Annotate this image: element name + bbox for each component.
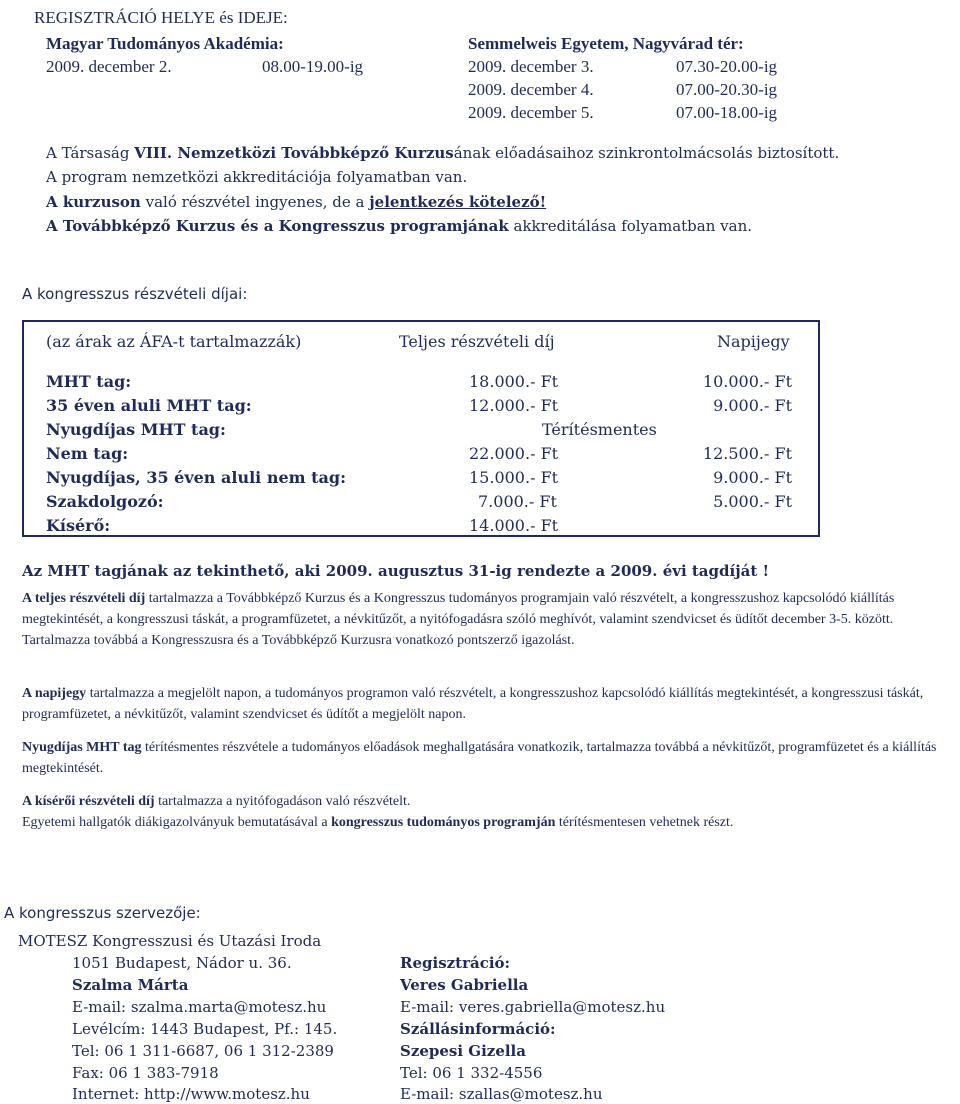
fee-day: 12.500.- Ft — [702, 444, 792, 463]
vat-note: (az árak az ÁFA-t tartalmazzák) — [46, 332, 302, 351]
fee-day: 9.000.- Ft — [713, 396, 792, 415]
fee-free: Térítésmentes — [542, 420, 657, 439]
fee-full: 7.000.- Ft — [478, 492, 557, 511]
phone: Tel: 06 1 311-6687, 06 1 312-2389 — [72, 1042, 334, 1060]
mta-time: 08.00-19.00-ig — [262, 57, 364, 76]
fee-label: Nem tag: — [46, 444, 129, 463]
se-date: 2009. december 4. — [468, 80, 594, 99]
fee-full: 14.000.- Ft — [469, 516, 559, 535]
students-paragraph: Egyetemi hallgatók diákigazolványuk bemutatásával a kongresszus tudományos programján térítésmentesen vehetnek részt. — [22, 815, 734, 830]
full-fee-paragraph: A teljes részvételi díj tartalmazza a Továbbképző Kurzus és a Kongresszus tudományos programjain való részvételt, a kongresszushoz kapcsolódó kiállítás megtekintését, a kongresszusi táskát, a programfüzetet, a névkitűzőt, a nyitófogadásra szóló meghívót, valamint szendvicset és üdítőt december 3-5. között. Tartalmazza továbbá a Kongresszusra és a Továbbképző Kurzusra vonatkozó pontszerző igazolást. — [22, 591, 895, 648]
registration-title: REGISZTRÁCIÓ HELYE és IDEJE: — [34, 8, 288, 27]
fee-label: Nyugdíjas, 35 éven aluli nem tag: — [46, 468, 346, 487]
accommodation-email: E-mail: szallas@motesz.hu — [400, 1085, 603, 1103]
fee-label: MHT tag: — [46, 372, 132, 391]
full-fee-header: Teljes részvételi díj — [399, 332, 555, 351]
fee-label: 35 éven aluli MHT tag: — [46, 396, 252, 415]
companion-paragraph: A kísérői részvételi díj tartalmazza a nyitófogadáson való részvételt. — [22, 794, 411, 809]
mta-heading: Magyar Tudományos Akadémia: — [46, 34, 284, 53]
se-time: 07.30-20.00-ig — [676, 57, 778, 76]
mta-date: 2009. december 2. — [46, 57, 172, 76]
fees-heading: A kongresszus részvételi díjai: — [22, 285, 248, 303]
fee-day: 10.000.- Ft — [702, 372, 792, 391]
fee-full: 18.000.- Ft — [469, 372, 559, 391]
contact-email: E-mail: szalma.marta@motesz.hu — [72, 998, 327, 1016]
registration-label: Regisztráció: — [400, 954, 511, 972]
organizer-heading: A kongresszus szervezője: — [4, 904, 201, 922]
fee-label: Szakdolgozó: — [46, 492, 164, 511]
fee-full: 22.000.- Ft — [469, 444, 559, 463]
website: Internet: http://www.motesz.hu — [72, 1085, 310, 1103]
registration-contact: Veres Gabriella — [400, 976, 529, 994]
organizer-address: 1051 Budapest, Nádor u. 36. — [72, 954, 292, 972]
fee-full: 12.000.- Ft — [469, 396, 559, 415]
fee-day: 9.000.- Ft — [713, 468, 792, 487]
day-ticket-paragraph: A napijegy tartalmazza a megjelölt napon, a tudományos programon való részvételt, a kongresszushoz kapcsolódó kiállítás megtekintését, a kongresszusi táskát, programfüzetet, a névkitűzőt, valamint szendvicset és üdítőt a megjelölt napon. — [22, 686, 924, 722]
member-note: Az MHT tagjának az tekinthető, aki 2009. augusztus 31-ig rendezte a 2009. évi tagdíját ! — [22, 562, 770, 580]
info-line-2: A program nemzetközi akkreditációja folyamatban van. — [46, 168, 468, 186]
registration-email: E-mail: veres.gabriella@motesz.hu — [400, 998, 666, 1016]
fee-day: 5.000.- Ft — [713, 492, 792, 511]
fee-full: 15.000.- Ft — [469, 468, 559, 487]
postal-address: Levélcím: 1443 Budapest, Pf.: 145. — [72, 1020, 338, 1038]
fax: Fax: 06 1 383-7918 — [72, 1064, 219, 1082]
se-time: 07.00-18.00-ig — [676, 103, 778, 122]
info-line-1: A Társaság VIII. Nemzetközi Továbbképző Kurzusának előadásaihoz szinkrontolmácsolás biztosított. — [46, 144, 840, 162]
pensioner-paragraph: Nyugdíjas MHT tag térítésmentes részvétele a tudományos előadások meghallgatására vonatkozik, tartalmazza továbbá a névkitűzőt, programfüzetet és a kiállítás megtekintését. — [22, 740, 937, 776]
fee-label: Nyugdíjas MHT tag: — [46, 420, 226, 439]
accommodation-phone: Tel: 06 1 332-4556 — [400, 1064, 543, 1082]
accommodation-label: Szállásinformáció: — [400, 1020, 556, 1038]
day-ticket-header: Napijegy — [717, 332, 790, 351]
accommodation-contact: Szepesi Gizella — [400, 1042, 526, 1060]
info-line-3: A kurzuson való részvétel ingyenes, de a jelentkezés kötelező! — [46, 193, 547, 211]
contact-name: Szalma Márta — [72, 976, 189, 994]
fee-label: Kísérő: — [46, 516, 111, 535]
se-date: 2009. december 3. — [468, 57, 594, 76]
se-date: 2009. december 5. — [468, 103, 594, 122]
price-table — [22, 320, 820, 537]
se-time: 07.00-20.30-ig — [676, 80, 778, 99]
se-heading: Semmelweis Egyetem, Nagyvárad tér: — [468, 34, 744, 53]
info-line-4: A Továbbképző Kurzus és a Kongresszus programjának akkreditálása folyamatban van. — [46, 217, 753, 235]
organizer-company: MOTESZ Kongresszusi és Utazási Iroda — [18, 932, 322, 950]
